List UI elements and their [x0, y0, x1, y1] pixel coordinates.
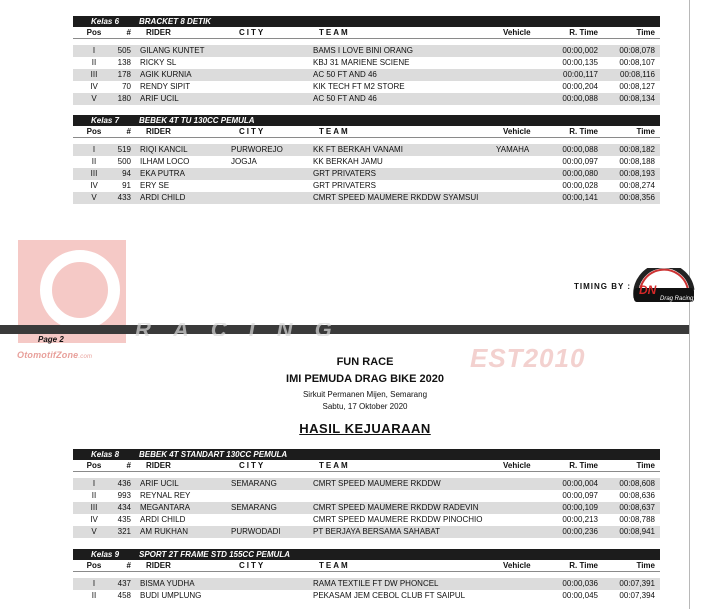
- cell-rider: AGIK KURNIA: [140, 70, 192, 79]
- cell-city: PURWOREJO: [231, 145, 283, 154]
- column-header-team: TEAM: [319, 127, 350, 136]
- table-row: [73, 156, 660, 168]
- cell-no: 91: [122, 181, 131, 190]
- cell-time: 00:08,193: [619, 169, 655, 178]
- column-header-team: TEAM: [319, 461, 350, 470]
- cell-no: 434: [117, 503, 131, 512]
- cell-no: 433: [117, 193, 131, 202]
- table-header: [73, 560, 660, 572]
- cell-rider: ARDI CHILD: [140, 193, 186, 202]
- class-label: Kelas 6: [91, 17, 120, 26]
- cell-rtime: 00:00,097: [562, 491, 598, 500]
- cell-city: PURWODADI: [231, 527, 281, 536]
- column-header-time: Time: [636, 561, 655, 570]
- cell-team: RAMA TEXTILE FT DW PHONCEL: [313, 579, 439, 588]
- column-header-time: Time: [636, 461, 655, 470]
- watermark-text: OtomotifZone.com: [17, 350, 93, 360]
- class-section-6: [73, 16, 660, 105]
- column-header-city: CITY: [239, 127, 266, 136]
- table-row: [73, 502, 660, 514]
- cell-pos: III: [90, 70, 98, 79]
- cell-no: 436: [117, 479, 131, 488]
- cell-time: 00:08,078: [619, 46, 655, 55]
- cell-team: CMRT SPEED MAUMERE RKDDW RADEVIN: [313, 503, 479, 512]
- column-header-vehicle: Vehicle: [503, 461, 531, 470]
- page-number: Page 2: [38, 335, 64, 344]
- cell-team: KK BERKAH JAMU: [313, 157, 383, 166]
- cell-no: 505: [117, 46, 131, 55]
- cell-pos: I: [92, 579, 96, 588]
- column-header-team: TEAM: [319, 561, 350, 570]
- cell-time: 00:07,394: [619, 591, 655, 600]
- cell-pos: V: [91, 527, 97, 536]
- cell-time: 00:08,127: [619, 82, 655, 91]
- cell-time: 00:08,637: [619, 503, 655, 512]
- column-header-time: Time: [636, 127, 655, 136]
- cell-time: 00:08,941: [619, 527, 655, 536]
- cell-pos: II: [91, 491, 97, 500]
- class-category: BEBEK 4T STANDART 130CC PEMULA: [139, 450, 288, 459]
- class-label: Kelas 9: [91, 550, 120, 559]
- cell-pos: I: [92, 145, 96, 154]
- cell-rtime: 00:00,135: [562, 58, 598, 67]
- event-title: IMI PEMUDA DRAG BIKE 2020: [286, 373, 444, 385]
- timing-label: TIMING BY :: [574, 282, 632, 291]
- cell-pos: I: [92, 46, 96, 55]
- column-header-rider: RIDER: [146, 461, 171, 470]
- column-header-city: CITY: [239, 28, 266, 37]
- event-venue: Sirkuit Permanen Mijen, Semarang: [302, 390, 428, 399]
- cell-no: 435: [117, 515, 131, 524]
- column-header-pos: Pos: [86, 461, 102, 470]
- cell-team: AC 50 FT AND 46: [313, 94, 377, 103]
- cell-time: 00:08,788: [619, 515, 655, 524]
- cell-time: 00:08,608: [619, 479, 655, 488]
- class-category: SPORT 2T FRAME STD 155CC PEMULA: [139, 550, 290, 559]
- dn-racing-logo-icon: [630, 268, 698, 306]
- table-row: [73, 144, 660, 156]
- table-row: [73, 526, 660, 538]
- est-watermark: EST2010: [470, 343, 586, 373]
- cell-time: 00:08,356: [619, 193, 655, 202]
- table-row: [73, 192, 660, 204]
- class-section-8: [73, 449, 660, 538]
- cell-time: 00:08,107: [619, 58, 655, 67]
- cell-time: 00:08,116: [620, 70, 655, 79]
- table-row: [73, 168, 660, 180]
- table-header: [73, 460, 660, 472]
- table-row: [73, 57, 660, 69]
- column-header-no: #: [126, 127, 131, 136]
- table-header: [73, 126, 660, 138]
- cell-time: 00:08,182: [619, 145, 655, 154]
- column-header-rtime: R. Time: [569, 561, 598, 570]
- cell-no: 180: [117, 94, 131, 103]
- table-row: [73, 490, 660, 502]
- class-label: Kelas 7: [91, 116, 120, 125]
- table-row: [73, 180, 660, 192]
- cell-no: 993: [117, 491, 131, 500]
- event-date: Sabtu, 17 Oktober 2020: [322, 402, 408, 411]
- cell-rider: EKA PUTRA: [140, 169, 185, 178]
- column-header-city: CITY: [239, 461, 266, 470]
- cell-team: CMRT SPEED MAUMERE RKDDW: [313, 479, 441, 488]
- column-header-no: #: [126, 28, 131, 37]
- cell-no: 500: [117, 157, 131, 166]
- cell-rider: RICKY SL: [140, 58, 177, 67]
- column-header-team: TEAM: [319, 28, 350, 37]
- class-category: BRACKET 8 DETIK: [139, 17, 212, 26]
- cell-pos: V: [91, 193, 97, 202]
- table-row: [73, 578, 660, 590]
- column-header-rtime: R. Time: [569, 461, 598, 470]
- cell-pos: III: [90, 503, 98, 512]
- column-header-vehicle: Vehicle: [503, 561, 531, 570]
- cell-vehicle: YAMAHA: [496, 145, 530, 154]
- cell-team: KBJ 31 MARIENE SCIENE: [313, 58, 410, 67]
- column-header-rtime: R. Time: [569, 28, 598, 37]
- cell-rider: RIQI KANCIL: [140, 145, 188, 154]
- cell-team: KK FT BERKAH VANAMI: [313, 145, 403, 154]
- cell-time: 00:08,188: [619, 157, 655, 166]
- cell-rtime: 00:00,141: [562, 193, 598, 202]
- cell-rider: ERY SE: [140, 181, 170, 190]
- column-header-vehicle: Vehicle: [503, 28, 531, 37]
- column-header-pos: Pos: [86, 28, 102, 37]
- cell-pos: V: [91, 94, 97, 103]
- class-bar: [73, 549, 660, 560]
- cell-no: 458: [117, 591, 131, 600]
- class-label: Kelas 8: [91, 450, 120, 459]
- cell-rtime: 00:00,109: [562, 503, 598, 512]
- table-row: [73, 478, 660, 490]
- table-row: [73, 69, 660, 81]
- column-header-vehicle: Vehicle: [503, 127, 531, 136]
- column-header-rtime: R. Time: [569, 127, 598, 136]
- cell-rtime: 00:00,117: [563, 70, 598, 79]
- cell-team: PT BERJAYA BERSAMA SAHABAT: [313, 527, 441, 536]
- cell-rider: ARIF UCIL: [140, 479, 179, 488]
- cell-team: GRT PRIVATERS: [313, 169, 376, 178]
- column-header-time: Time: [636, 28, 655, 37]
- cell-rtime: 00:00,002: [562, 46, 598, 55]
- cell-pos: IV: [90, 82, 98, 91]
- cell-city: SEMARANG: [231, 503, 277, 512]
- cell-rider: GILANG KUNTET: [140, 46, 205, 55]
- cell-rtime: 00:00,004: [562, 479, 598, 488]
- column-header-city: CITY: [239, 561, 266, 570]
- watermark-ring-icon: [40, 250, 120, 330]
- cell-no: 321: [117, 527, 131, 536]
- table-row: [73, 93, 660, 105]
- column-header-pos: Pos: [86, 561, 102, 570]
- cell-pos: II: [91, 58, 97, 67]
- svg-text:Drag Racing: Drag Racing: [660, 296, 694, 302]
- cell-rtime: 00:00,236: [562, 527, 598, 536]
- cell-pos: IV: [90, 181, 98, 190]
- cell-time: 00:08,636: [619, 491, 655, 500]
- cell-team: CMRT SPEED MAUMERE RKDDW SYAMSUI: [313, 193, 479, 202]
- cell-rider: BUDI UMPLUNG: [140, 591, 202, 600]
- svg-text:DN: DN: [639, 283, 657, 297]
- class-bar: [73, 115, 660, 126]
- cell-rider: ARDI CHILD: [140, 515, 186, 524]
- cell-team: PEKASAM JEM CEBOL CLUB FT SAIPUL: [313, 591, 466, 600]
- cell-rider: MEGANTARA: [140, 503, 191, 512]
- cell-pos: II: [91, 591, 97, 600]
- cell-team: AC 50 FT AND 46: [313, 70, 377, 79]
- cell-rider: BISMA YUDHA: [140, 579, 195, 588]
- table-header: [73, 27, 660, 39]
- cell-rtime: 00:00,045: [562, 591, 598, 600]
- cell-time: 00:08,274: [619, 181, 655, 190]
- cell-no: 437: [117, 579, 131, 588]
- cell-time: 00:08,134: [619, 94, 655, 103]
- cell-no: 138: [117, 58, 131, 67]
- cell-rider: ILHAM LOCO: [140, 157, 190, 166]
- cell-team: BAMS I LOVE BINI ORANG: [313, 46, 414, 55]
- cell-city: SEMARANG: [231, 479, 277, 488]
- table-row: [73, 45, 660, 57]
- column-header-rider: RIDER: [146, 28, 171, 37]
- column-header-rider: RIDER: [146, 127, 171, 136]
- cell-rtime: 00:00,088: [562, 145, 598, 154]
- table-row: [73, 81, 660, 93]
- cell-no: 70: [122, 82, 131, 91]
- results-heading: HASIL KEJUARAAN: [299, 421, 431, 436]
- column-header-pos: Pos: [86, 127, 102, 136]
- column-header-rider: RIDER: [146, 561, 171, 570]
- cell-team: GRT PRIVATERS: [313, 181, 376, 190]
- cell-rtime: 00:00,036: [562, 579, 598, 588]
- cell-team: KIK TECH FT M2 STORE: [313, 82, 405, 91]
- cell-pos: I: [92, 479, 96, 488]
- table-row: [73, 590, 660, 602]
- column-header-no: #: [126, 461, 131, 470]
- table-row: [73, 514, 660, 526]
- cell-pos: II: [91, 157, 97, 166]
- cell-rtime: 00:00,080: [562, 169, 598, 178]
- cell-rider: RENDY SIPIT: [140, 82, 191, 91]
- cell-rtime: 00:00,097: [562, 157, 598, 166]
- event-title-line1: FUN RACE: [336, 356, 394, 368]
- divider-watermark-text: RACING: [135, 323, 354, 336]
- cell-city: JOGJA: [231, 157, 257, 166]
- cell-rider: REYNAL REY: [140, 491, 191, 500]
- cell-rtime: 00:00,028: [562, 181, 598, 190]
- cell-pos: III: [90, 169, 98, 178]
- cell-rtime: 00:00,213: [562, 515, 598, 524]
- class-bar: [73, 449, 660, 460]
- cell-no: 178: [117, 70, 131, 79]
- cell-rtime: 00:00,088: [562, 94, 598, 103]
- cell-rtime: 00:00,204: [562, 82, 598, 91]
- cell-pos: IV: [90, 515, 98, 524]
- class-section-9: [73, 549, 660, 602]
- cell-no: 94: [122, 169, 131, 178]
- column-header-no: #: [126, 561, 131, 570]
- class-section-7: [73, 115, 660, 204]
- cell-rider: AM RUKHAN: [140, 527, 189, 536]
- cell-no: 519: [117, 145, 131, 154]
- cell-rider: ARIF UCIL: [140, 94, 179, 103]
- cell-time: 00:07,391: [619, 579, 655, 588]
- cell-team: CMRT SPEED MAUMERE RKDDW PINOCHIO: [313, 515, 483, 524]
- class-bar: [73, 16, 660, 27]
- class-category: BEBEK 4T TU 130CC PEMULA: [139, 116, 255, 125]
